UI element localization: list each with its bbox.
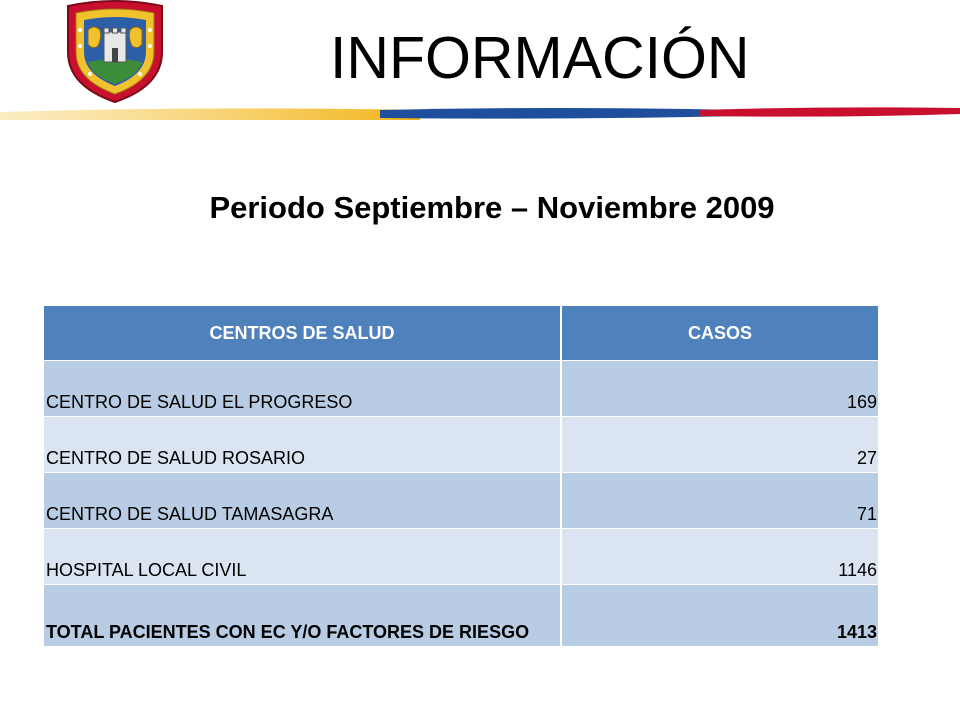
tricolor-stripe [0,106,960,120]
page-title: INFORMACIÓN [330,25,750,91]
health-center-name: CENTRO DE SALUD TAMASAGRA [44,473,561,529]
table-total-row [44,585,878,647]
cases-table [44,306,878,646]
case-count: 27 [561,417,878,473]
table-header-row [44,306,878,361]
table-row [44,529,878,585]
table-row [44,361,878,417]
table-row [44,417,878,473]
column-header-casos: CASOS [561,306,878,361]
column-header-centros: CENTROS DE SALUD [44,306,561,361]
total-label: TOTAL PACIENTES CON EC Y/O FACTORES DE RIESGO [44,585,561,647]
health-center-name: CENTRO DE SALUD ROSARIO [44,417,561,473]
case-count: 1146 [561,529,878,585]
case-count: 71 [561,473,878,529]
health-center-name: HOSPITAL LOCAL CIVIL [44,529,561,585]
case-count: 169 [561,361,878,417]
table-row [44,473,878,529]
total-count: 1413 [561,585,878,647]
period-subtitle: Periodo Septiembre – Noviembre 2009 [209,190,775,225]
health-center-name: CENTRO DE SALUD EL PROGRESO [44,361,561,417]
city-coat-of-arms-icon [60,0,170,104]
